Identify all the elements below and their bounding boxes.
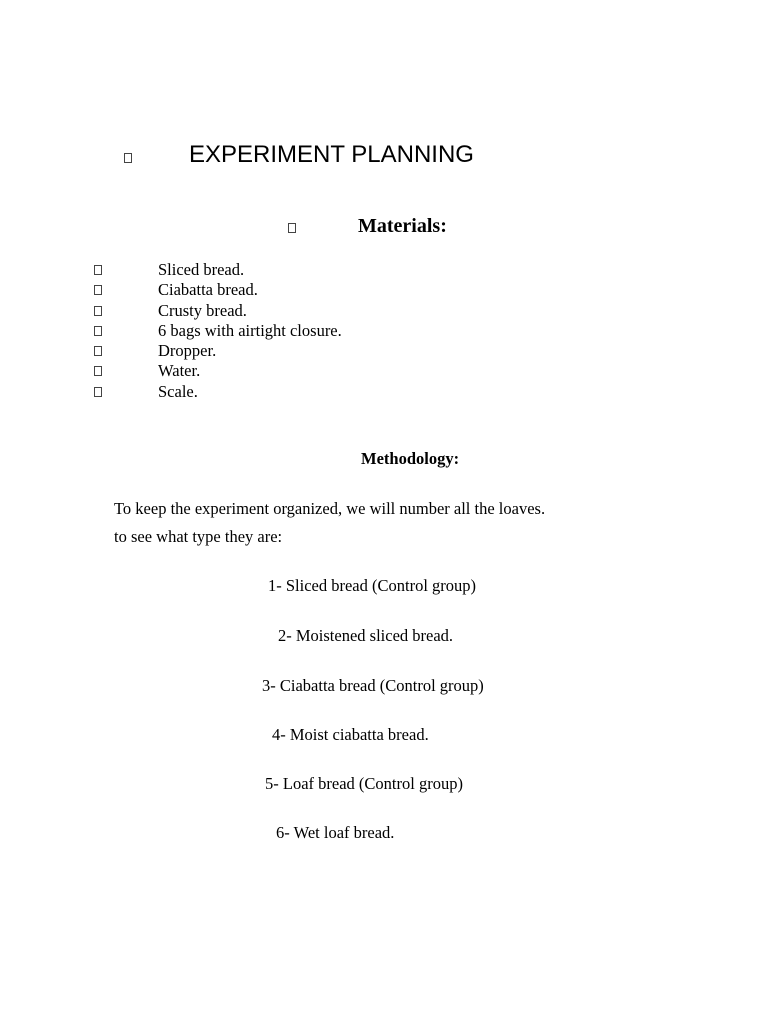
bullet-icon [94,306,102,316]
list-item [0,321,768,341]
list-item [0,260,768,280]
bullet-icon [94,387,102,397]
materials-heading: Materials: [358,215,447,237]
material-text: Scale. [158,381,198,401]
list-item [0,301,768,321]
bullet-icon [94,366,102,376]
group-item: 1- Sliced bread (Control group) [268,576,477,595]
list-item [0,280,768,300]
group-item: 6- Wet loaf bread. [276,823,395,842]
material-text: Water. [158,361,201,381]
bullet-icon [94,346,102,356]
methodology-heading: Methodology: [361,449,460,468]
material-text: Crusty bread. [158,300,247,320]
list-item [0,361,768,381]
group-item: 3- Ciabatta bread (Control group) [262,676,484,695]
group-item: 4- Moist ciabatta bread. [272,725,429,744]
bullet-icon [124,153,132,163]
material-text: Dropper. [158,341,217,361]
group-item: 5- Loaf bread (Control group) [265,774,463,793]
materials-list [0,260,768,402]
page-title: EXPERIMENT PLANNING [189,141,474,168]
bullet-icon [288,223,296,233]
bullet-icon [94,326,102,336]
material-text: Sliced bread. [158,260,245,279]
list-item [0,382,768,402]
list-item [0,341,768,361]
group-item: 2- Moistened sliced bread. [278,626,454,645]
bullet-icon [94,285,102,295]
bullet-icon [94,265,102,275]
material-text: Ciabatta bread. [158,280,258,300]
methodology-intro-line: To keep the experiment organized, we will number all the loaves. [114,499,546,518]
material-text: 6 bags with airtight closure. [158,320,342,340]
methodology-intro-line: to see what type they are: [114,527,283,546]
